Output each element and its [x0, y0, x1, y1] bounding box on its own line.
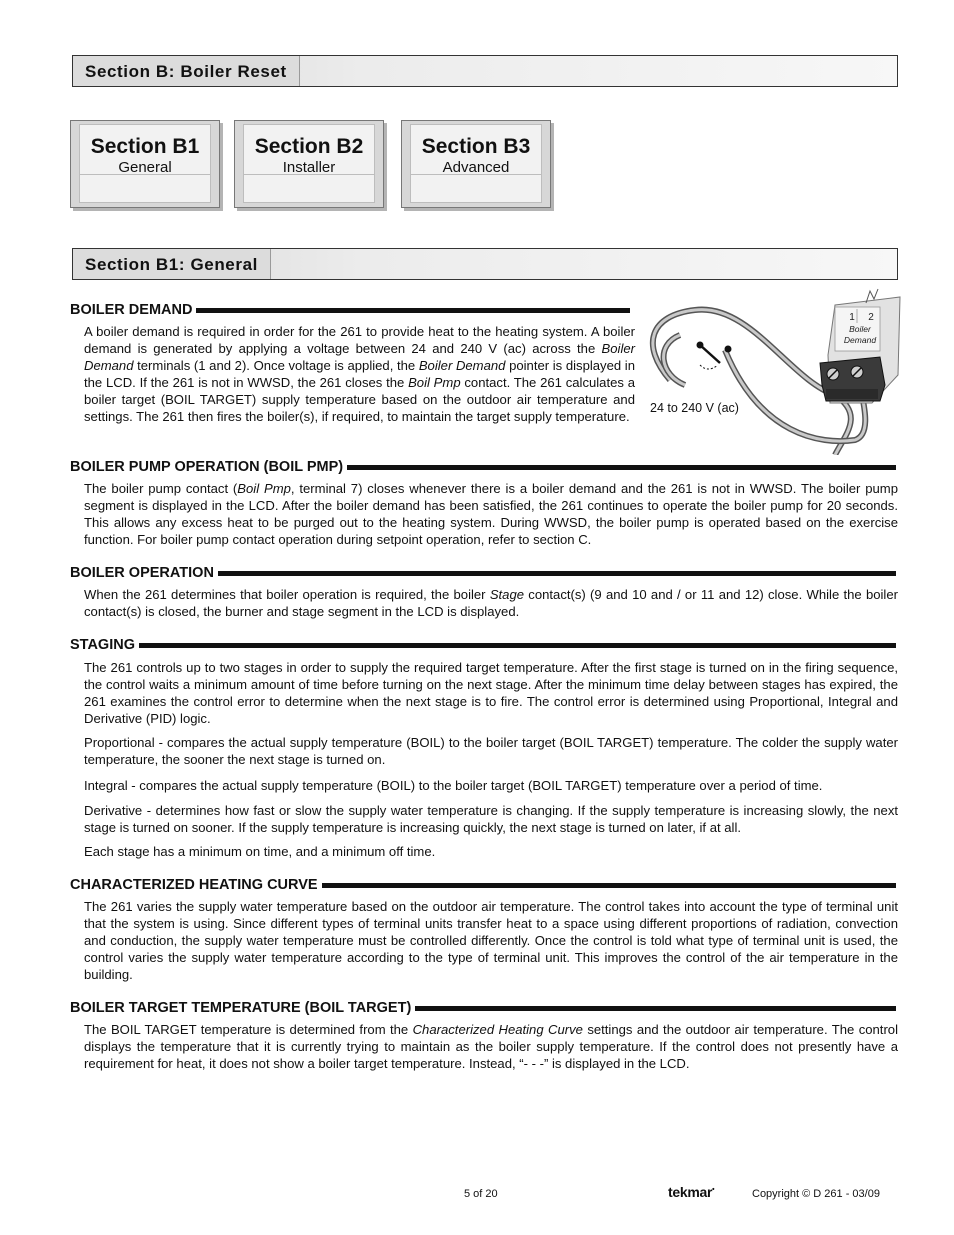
tile-title: Section B2	[254, 135, 364, 158]
boiler-demand-wiring-diagram	[640, 285, 902, 455]
staging-paragraph-integral: Integral - compares the actual supply temperature (BOIL) to the boiler target (BOIL TARGET) temperature over a period of time.	[84, 778, 823, 793]
heading-text: STAGING	[70, 637, 135, 653]
text-run: , terminal 7) closes whenever there is a boiler demand and the 261 is not in WWSD. The boiler pump segment is displayed in the LCD. After the boiler demand has been satisfied, the 261 continues to operate the boiler pump for 20 seconds. This allows any excess heat to be purged out to the heating system. During WWSD, the boiler pump is operated based on the exercise function. For boiler pump contact operation during setpoint operation, refer to section C.	[84, 481, 898, 547]
switch-contact	[725, 346, 732, 353]
copyright-notice: Copyright © D 261 - 03/09	[752, 1188, 880, 1200]
heading-text: BOILER OPERATION	[70, 565, 214, 581]
text-run: terminals (1 and 2). Once voltage is applied, the	[133, 358, 419, 373]
heading-boiler-operation	[70, 564, 896, 582]
tile-section-b2[interactable]	[234, 120, 384, 208]
tile-subtitle: General	[118, 159, 172, 176]
tile-inner	[79, 124, 211, 203]
heading-rule	[347, 465, 896, 470]
voltage-label: 24 to 240 V (ac)	[650, 401, 739, 415]
tile-title: Section B3	[421, 135, 531, 158]
italic-term: Boil Pmp	[408, 375, 461, 390]
text-run: A boiler demand is required in order for the 261 to provide heat to the heating system. A boiler demand is generated by applying a voltage between 24 and 240 V (ac) across the	[84, 324, 635, 356]
text-run: contact(s) (9 and 10 and / or 11 and 12) close. While the boiler contact(s) is closed, the burner and stage segment in the LCD is displayed.	[84, 587, 898, 619]
section-b1-title: Section B1: General	[73, 249, 271, 279]
italic-term: Boil Pmp	[237, 481, 291, 496]
text-run: The boiler pump contact (	[84, 481, 238, 496]
terminal-caption: Demand	[843, 335, 877, 345]
curve-paragraph: The 261 varies the supply water temperature based on the outdoor air temperature. The control takes into account the type of terminal unit that the system is using. Since different types of terminal units transfer heat to a space using different proportions of radiation, convection and conduction, the supply water temperature must be controlled differently. Once the control is told what type of terminal unit is used, the control varies the supply water temperature according to the type of terminal unit. This improves the control of the air temperature in the building.	[84, 899, 898, 982]
text-run: contact. The 261 calculates a boiler target (BOIL TARGET) supply temperature based on the outdoor air temperature and settings. The 261 then fires the boiler(s), if required, to maintain the target supply temperature.	[84, 375, 635, 424]
heading-rule	[322, 883, 896, 888]
terminal-1-label: 1	[849, 312, 855, 323]
text-run: pointer is displayed in the LCD. If the 261 is not in WWSD, the 261 closes the	[84, 358, 635, 390]
text-run: settings and the outdoor air temperature. The control displays the temperature that it is currently trying to maintain as the boiler supply temperature. If the control does not presently have a requirement for heat, it does not show a boiler target temperature. Instead, “- - -” is displayed in the LCD.	[84, 1022, 898, 1071]
heading-text: BOILER PUMP OPERATION (BOIL PMP)	[70, 459, 344, 475]
section-b-title: Section B: Boiler Reset	[73, 56, 300, 86]
tile-section-b1[interactable]	[70, 120, 220, 208]
heading-text: BOILER DEMAND	[70, 302, 193, 318]
heading-text: CHARACTERIZED HEATING CURVE	[70, 877, 318, 893]
heading-rule	[196, 308, 630, 313]
tile-subtitle: Installer	[282, 159, 336, 176]
italic-term: Boiler Demand	[418, 358, 506, 373]
staging-paragraph-derivative: Derivative - determines how fast or slow the supply water temperature is changing. If the supply temperature is increasing slowly, the next stage is turned on sooner. If the supply temperature is increasing quickly, the next stage is turned on later, if at all.	[84, 803, 898, 835]
section-b1-header	[72, 248, 898, 280]
boiler-operation-paragraph	[84, 586, 898, 620]
heading-boiler-demand	[70, 301, 630, 319]
tile-inner	[410, 124, 542, 203]
terminal-base	[826, 389, 878, 399]
heading-rule	[218, 571, 896, 576]
boiler-target-paragraph	[84, 1021, 898, 1072]
registered-mark: •	[712, 1186, 715, 1194]
switch-contact	[697, 342, 704, 349]
italic-term: Stage	[489, 587, 525, 602]
tile-inner	[243, 124, 375, 203]
footer-brand	[668, 1184, 714, 1200]
text-run: The BOIL TARGET temperature is determined from the	[84, 1022, 413, 1037]
section-b-header	[72, 55, 898, 87]
heading-boiler-target	[70, 999, 896, 1017]
switch-blade	[700, 345, 720, 363]
staging-paragraph-proportional: Proportional - compares the actual supply temperature (BOIL) to the boiler target (BOIL TARGET) temperature. The colder the supply water temperature, the sooner the next stage is turned on.	[84, 735, 898, 767]
tile-subtitle: Advanced	[442, 159, 510, 176]
heading-rule	[139, 643, 896, 648]
heading-text: BOILER TARGET TEMPERATURE (BOIL TARGET)	[70, 1000, 412, 1016]
brand-logo: tekmar	[668, 1184, 713, 1200]
heading-boiler-pump	[70, 458, 896, 476]
tile-title: Section B1	[90, 135, 200, 158]
italic-term: Boiler Demand	[84, 341, 635, 373]
terminal-caption: Boiler	[849, 324, 871, 334]
tile-section-b3[interactable]	[401, 120, 551, 208]
switch-arrow	[700, 365, 718, 369]
italic-term: Characterized Heating Curve	[412, 1022, 583, 1037]
staging-paragraph-min-time: Each stage has a minimum on time, and a minimum off time.	[84, 844, 436, 859]
heading-characterized-curve	[70, 876, 896, 894]
terminal-2-label: 2	[868, 312, 874, 323]
boiler-pump-paragraph	[84, 480, 898, 548]
heading-staging	[70, 636, 896, 654]
heading-rule	[415, 1006, 896, 1011]
text-run: When the 261 determines that boiler operation is required, the boiler	[84, 587, 490, 602]
page-number: 5 of 20	[464, 1188, 498, 1200]
boiler-demand-paragraph	[84, 323, 635, 425]
staging-paragraph-1: The 261 controls up to two stages in order to supply the required target temperature. After the first stage is turned on in the firing sequence, the control waits a minimum amount of time before turning on the next stage. After the minimum time delay between stages has expired, the 261 examines the control error to determine when the next stage is to fire. The control error is determined using Proportional, Integral and Derivative (PID) logic.	[84, 660, 898, 726]
